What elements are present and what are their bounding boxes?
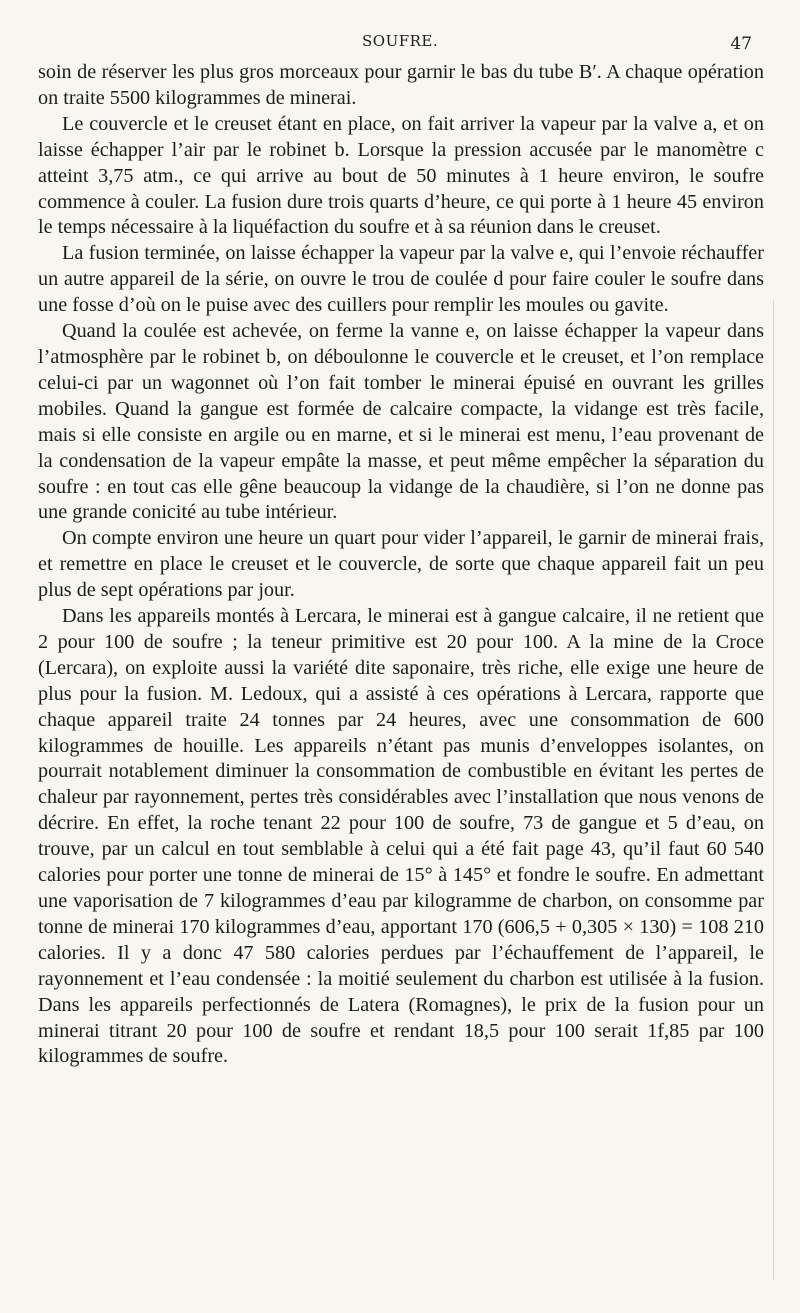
paragraph: Dans les appareils montés à Lercara, le minerai est à gangue calcaire, il ne retient que 2 pour 100 de soufre ; la teneur primitive est 20 pour 100. A la mine de la Croce (Lercara), on exploite aussi la variété dite saponaire, très riche, elle exige une heure de plus pour la fusion. M. Ledoux, qui a assisté à ces opérations à Lercara, rapporte que chaque appareil traite 24 tonnes par 24 heures, avec une consommation de 600 kilogrammes de houille. Les appareils n’étant pas munis d’enveloppes isolantes, on pourrait notablement diminuer la consommation de combustible en évitant les pertes de chaleur par rayonnement, pertes très considérables avec l’installation que nous venons de décrire. En effet, la roche tenant 22 pour 100 de soufre, 73 de gangue et 5 d’eau, on trouve, par un calcul en tout semblable à celui qui a été fait page 43, qu’il faut 60 540 calories pour porter une tonne de minerai de 15° à 145° et fondre le soufre. En admettant une vaporisation de 7 kilogrammes d’eau par kilogramme de charbon, on consomme par tonne de minerai 170 kilogrammes d’eau, apportant 170 (606,5 + 0,305 × 130) = 108 210 calories. Il y a donc 47 580 calories perdues par l’échauffement de l’appareil, le rayonnement et l’eau condensée : la moitié seulement du charbon est utilisée à la fusion. Dans les appareils perfectionnés de Latera (Romagnes), le prix de la fusion pour un minerai titrant 20 pour 100 de soufre et rendant 18,5 pour 100 serait 1f,85 par 100 kilogrammes de soufre. [38, 605, 764, 1068]
paragraph: La fusion terminée, on laisse échapper la vapeur par la valve e, qui l’envoie réchauffer un autre appareil de la série, on ouvre le trou de coulée d pour faire couler le soufre dans une fosse d’où on le puise avec des cuillers pour remplir les moules ou gavite. [38, 242, 764, 317]
paragraph: On compte environ une heure un quart pour vider l’appareil, le garnir de minerai frais, et remettre en place le creuset et le couvercle, de sorte que chaque appareil fait un peu plus de sept opérations par jour. [38, 527, 764, 602]
page-header [0, 26, 800, 56]
page-edge-shadow [773, 300, 774, 1280]
page-number: 47 [730, 34, 752, 54]
paragraph: Le couvercle et le creuset étant en place, on fait arriver la vapeur par la valve a, et on laisse échapper l’air par le robinet b. Lorsque la pression accusée par le manomètre c atteint 3,75 atm., ce qui arrive au bout de 50 minutes à 1 heure environ, le soufre commence à couler. La fusion dure trois quarts d’heure, ce qui porte à 1 heure 45 environ le temps nécessaire à la liquéfaction du soufre et à sa réunion dans le creuset. [38, 112, 764, 239]
paragraph: Quand la coulée est achevée, on ferme la vanne e, on laisse échapper la vapeur dans l’atmosphère par le robinet b, on déboulonne le couvercle et le creuset, et l’on remplace celui-ci par un wagonnet où l’on fait tomber le minerai épuisé en ouvrant les grilles mobiles. Quand la gangue est formée de calcaire compacte, la vidange est très facile, mais si elle consiste en argile ou en marne, et si le minerai est menu, l’eau provenant de la condensation de la vapeur empâte la masse, et peut même empêcher la séparation du soufre : en tout cas elle gêne beaucoup la vidange de la chaudière, si l’on ne donne pas une grande conicité au tube intérieur. [38, 320, 764, 524]
body-text [38, 60, 764, 1070]
paragraph: soin de réserver les plus gros morceaux pour garnir le bas du tube B′. A chaque opération on traite 5500 kilogrammes de minerai. [38, 61, 764, 109]
running-title: SOUFRE. [362, 32, 439, 50]
